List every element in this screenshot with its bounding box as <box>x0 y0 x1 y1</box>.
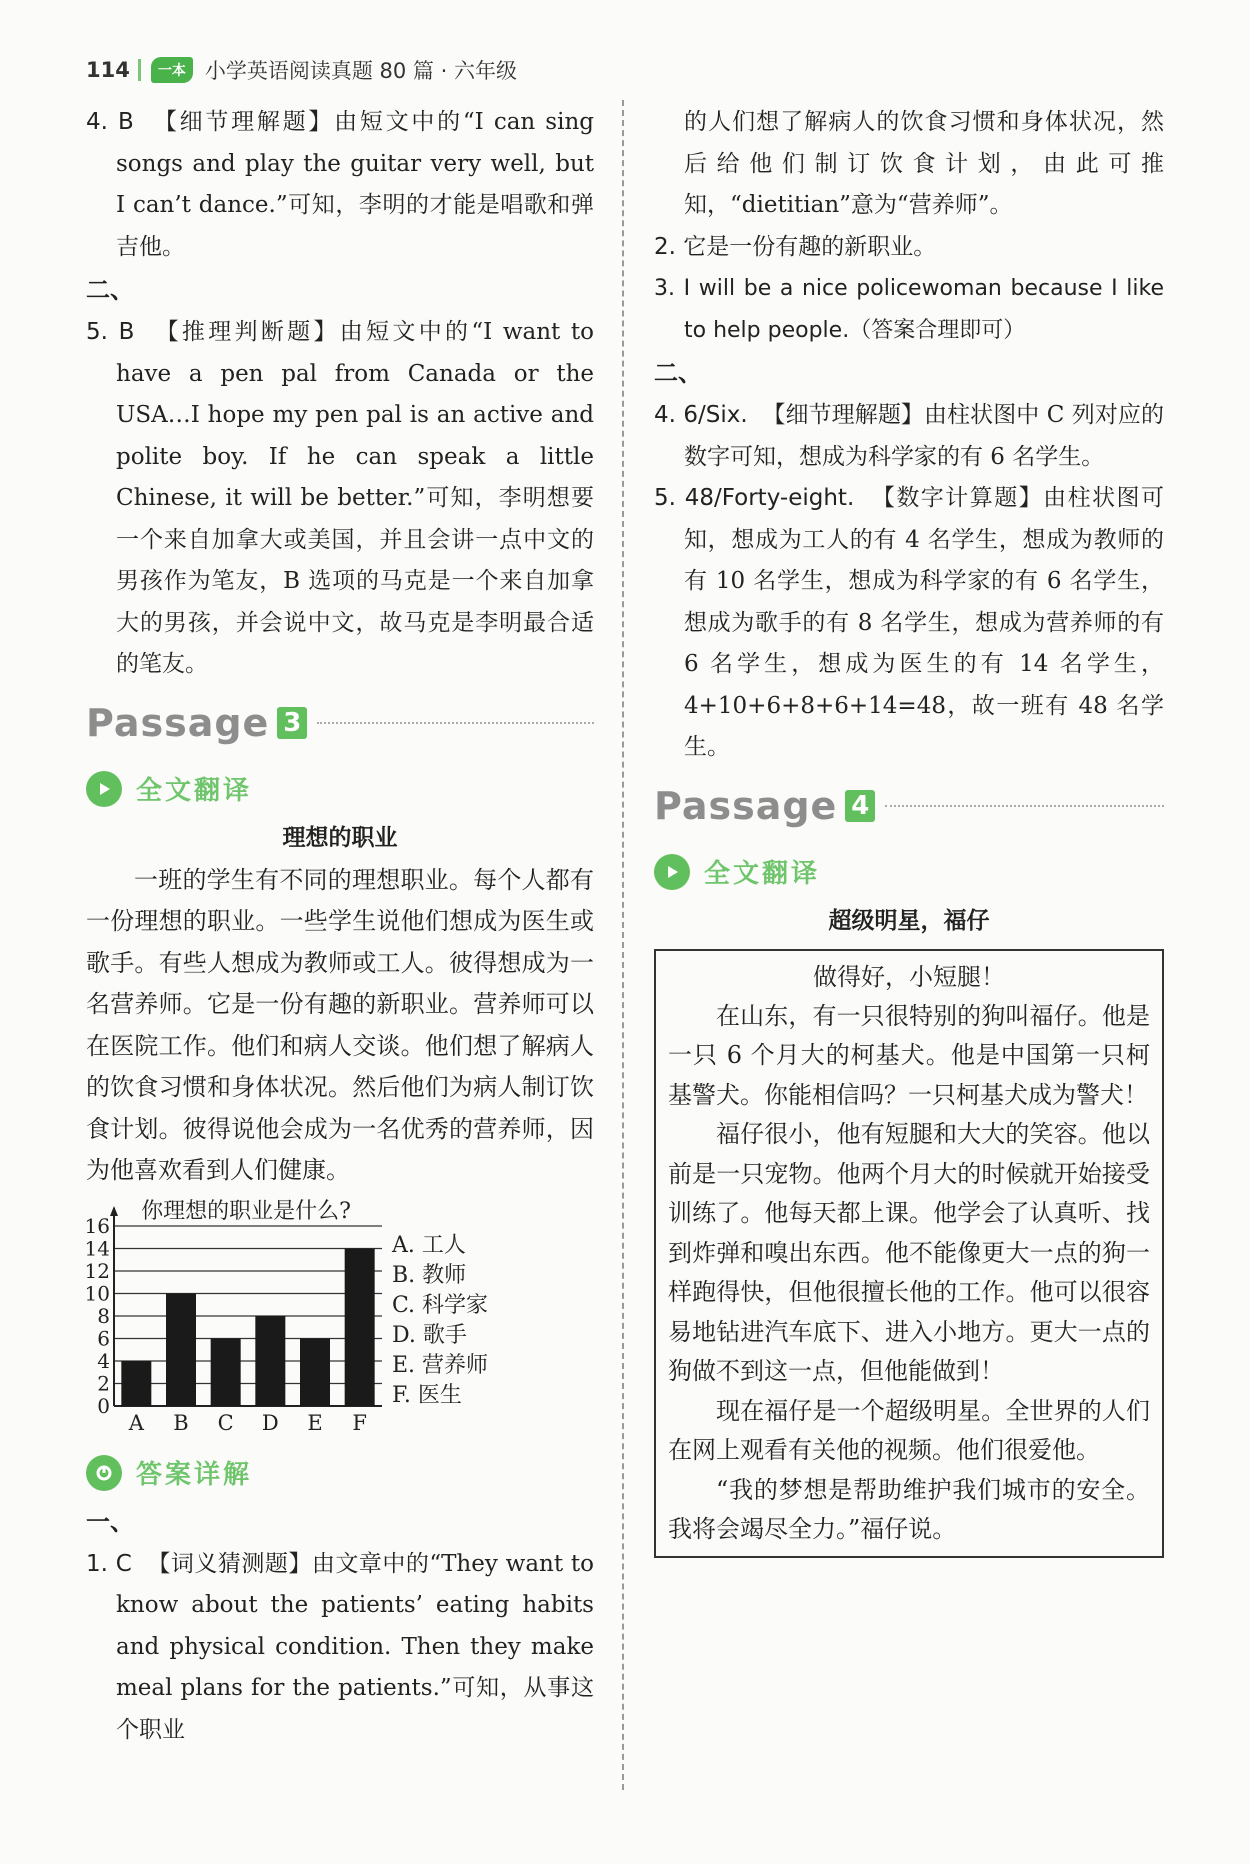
translation-heading: 全文翻译 <box>86 762 594 816</box>
x-tick-label: C <box>217 1410 234 1435</box>
bar <box>255 1316 285 1406</box>
bar <box>211 1338 241 1406</box>
box-title: 做得好，小短腿！ <box>813 962 1005 991</box>
header-divider <box>138 59 141 81</box>
x-tick-label: F <box>352 1410 367 1435</box>
play-icon <box>86 771 122 807</box>
y-tick-label: 6 <box>97 1326 110 1350</box>
legend-entry: B. 教师 <box>392 1262 467 1288</box>
legend-entry: C. 科学家 <box>392 1292 489 1318</box>
y-tick-label: 4 <box>97 1348 110 1373</box>
answer-item: 5. 48/Forty-eight. 【数字计算题】由柱状图可知，想成为工人的有 4 名学生，想成为教师的有 10 名学生，想成为科学家的有 6 名学生，想成为歌手的有 8 名学生，想成为营养师的有 6 名学生，想成为医生的有 14 名学生，4+10+6+8+6+14=48，故一班有 48 名学生。 <box>654 485 1165 760</box>
translation-heading: 全文翻译 <box>654 845 1164 899</box>
y-tick-label: 2 <box>97 1371 110 1395</box>
dotted-rule <box>885 805 1164 807</box>
section-marker: 二、 <box>86 276 134 304</box>
passage-heading <box>654 775 1164 837</box>
section-marker: 二、 <box>654 359 702 387</box>
answer-item: 2. 它是一份有趣的新职业。 <box>654 233 937 260</box>
answer-item: 4. 6/Six. 【细节理解题】由柱状图中 C 列对应的数字可知，想成为科学家的有 6 名学生。 <box>654 402 1164 470</box>
passage-label: Passage <box>86 700 270 745</box>
chart-canvas <box>86 1194 594 1442</box>
box-paragraph: 在山东，有一只很特别的狗叫福仔。他是一只 6 个月大的柯基犬。他是中国第一只柯基警犬。你能相信吗？一只柯基犬成为警犬！ <box>668 1001 1150 1109</box>
answer-heading: 答案详解 <box>86 1446 594 1500</box>
article-paragraph: 一班的学生有不同的理想职业。每个人都有一份理想的职业。一些学生说他们想成为医生或歌手。有些人想成为教师或工人。彼得想成为一名营养师。它是一份有趣的新职业。营养师可以在医院工作。他们和病人交谈。他们想了解病人的饮食习惯和身体状况。然后他们为病人制订饮食计划。彼得说他会成为一名优秀的营养师，因为他喜欢看到人们健康。 <box>86 865 594 1184</box>
answer-item: 5. B 【推理判断题】由短文中的“I want to have a pen pal from Canada or the USA…I hope my pen pal is an active and polite boy. If he can speak a little Chinese, it will be better.”可知，李明想要一个来自加拿大或美国，并且会讲一点中文的男孩作为笔友，B 选项的马克是一个来自加拿大的男孩，并会说中文，故马克是李明最合适的笔友。 <box>86 319 594 677</box>
legend-entry: D. 歌手 <box>392 1322 467 1348</box>
answer-icon <box>86 1455 122 1491</box>
brand-logo: 一本 <box>151 57 193 83</box>
chart-title: 你理想的职业是什么? <box>141 1198 351 1224</box>
page-header <box>86 52 517 88</box>
passage-label: Passage <box>654 783 838 828</box>
passage-number: 3 <box>277 707 307 739</box>
article-title: 超级明星，福仔 <box>828 907 990 934</box>
x-tick-label: B <box>173 1410 189 1435</box>
bar <box>345 1248 375 1406</box>
passage-heading <box>86 692 594 754</box>
passage-number: 4 <box>845 790 875 822</box>
bar <box>166 1293 196 1406</box>
box-paragraph: 现在福仔是一个超级明星。全世界的人们在网上观看有关他的视频。他们很爱他。 <box>668 1396 1150 1464</box>
answer-continuation: 的人们想了解病人的饮食习惯和身体状况，然后给他们制订饮食计划，由此可推知，“dietitian”意为“营养师”。 <box>684 109 1164 218</box>
article-title: 理想的职业 <box>282 824 398 851</box>
answer-item: 4. B 【细节理解题】由短文中的“I can sing songs and play the guitar very well, but I can’t dance.”可知，李明的才能是唱歌和弹吉他。 <box>86 109 594 260</box>
bar <box>300 1338 330 1406</box>
y-tick-label: 16 <box>86 1213 110 1238</box>
x-tick-label: E <box>307 1410 323 1435</box>
x-tick-label: D <box>261 1410 279 1435</box>
box-paragraph: “我的梦想是帮助维护我们城市的安全。我将会竭尽全力。”福仔说。 <box>668 1475 1150 1543</box>
article-box <box>654 949 1164 1558</box>
y-tick-label: 14 <box>86 1236 110 1260</box>
legend-entry: A. 工人 <box>392 1232 466 1258</box>
y-axis-arrow <box>110 1206 118 1216</box>
y-tick-label: 10 <box>86 1281 110 1305</box>
box-paragraph: 福仔很小，他有短腿和大大的笑容。他以前是一只宠物。他两个月大的时候就开始接受训练了。他每天都上课。他学会了认真听、找到炸弹和嗅出东西。他不能像更大一点的狗一样跑得快，但他很擅长他的工作。他可以很容易地钻进汽车底下、进入小地方。更大一点的狗做不到这一点，但他能做到！ <box>668 1120 1150 1385</box>
x-tick-label: A <box>128 1410 144 1435</box>
legend-entry: F. 医生 <box>392 1382 462 1408</box>
right-column <box>654 102 1164 1558</box>
y-tick-label: 12 <box>86 1258 110 1283</box>
book-title: 小学英语阅读真题 80 篇 · 六年级 <box>204 59 517 83</box>
dotted-rule <box>317 722 594 724</box>
answer-item: 3. I will be a nice policewoman because I like to help people.（答案合理即可） <box>654 276 1164 343</box>
page-number: 114 <box>86 58 130 82</box>
y-tick-label: 8 <box>97 1303 110 1328</box>
play-icon <box>654 854 690 890</box>
section-marker: 一、 <box>86 1507 134 1536</box>
left-column <box>86 102 594 1751</box>
y-tick-label: 0 <box>97 1393 110 1418</box>
answer-item: 1. C 【词义猜测题】由文章中的“They want to know about the patients’ eating habits and physical condition. Then they make meal plans for the patients.”可知，从事这个职业 <box>86 1550 594 1743</box>
bar-chart <box>86 1194 594 1442</box>
column-divider <box>622 100 624 1790</box>
bar <box>121 1361 151 1406</box>
legend-entry: E. 营养师 <box>392 1352 489 1378</box>
